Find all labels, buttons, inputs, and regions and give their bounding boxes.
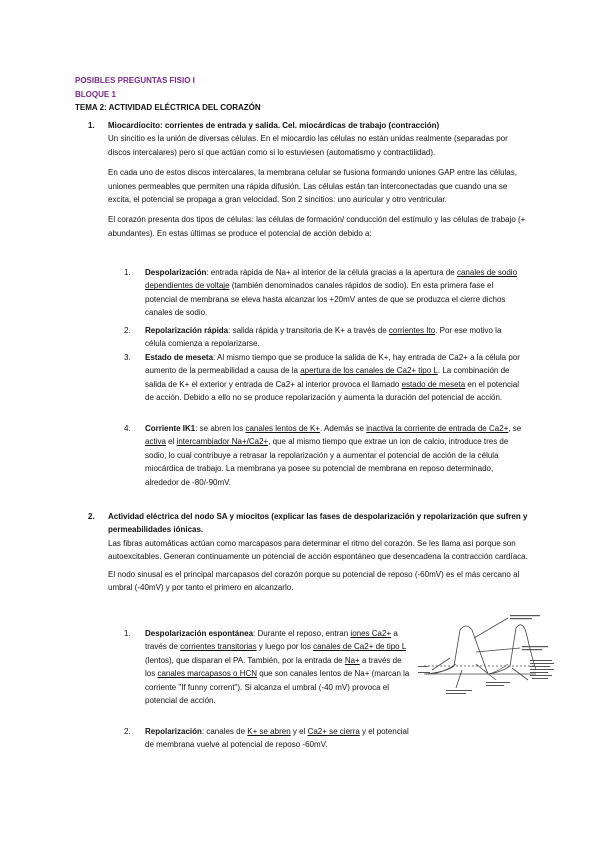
q1-item-number: 3. [124,353,131,362]
q1-item: Repolarización rápida: salida rápida y transitoria de K+ a través de corrientes Ito. Por ese motivo la célula comienza a repolarizarse. [145,326,502,349]
q2-item: Repolarización: canales de K+ se abren y el Ca2+ se cierra y el potencial de membrana vuelve al potencial de reposo -60mV. [145,727,409,750]
q1-title: Miocardiocito: corrientes de entrada y salida. Cel. miocárdicas de trabajo (contracción) [108,121,440,130]
q1-body [108,119,532,240]
q2-paragraph: Las fibras automáticas actúan como marcapasos para determinar el ritmo del corazón. Se les llama así porque son autoexcitables. Generan continuamente un potencial de acción espontáneo que desencadena la contracción cardíaca. [108,538,528,562]
q1-item: Despolarización: entrada rápida de Na+ al interior de la célula gracias a la apertura de canales de sodio dependientes de voltaje (también denominados canales rápidos de sodio). En esta primera fase el potencial de membrana se eleva hasta alcanzar los +20mV antes de que se produzca el cierre dichos canales de sodio. [145,268,518,318]
doc-title: POSIBLES PREGUNTAS FISIO I [75,76,195,85]
block-heading: BLOQUE 1 [75,90,116,99]
action-potential-diagram-icon [416,608,556,704]
q2-item-number: 2. [124,727,131,736]
q2-body [108,510,532,594]
q1-item-number: 4. [124,424,131,433]
q2-item: Despolarización espontánea: Durante el reposo, entran iones Ca2+ a través de corrientes transitorias y luego por los canales de Ca2+ de tipo L (lentos), que disparan el PA. También, por la entrada de Na+ a través de los canales marcapasos o HCN que son canales lentos de Na+ (marcan la corriente "If funny corrent"). Si alcanza el umbral (-40 mV) provoca el potencial de acción. [145,629,410,706]
q2-paragraph: El nodo sinusal es el principal marcapasos del corazón porque su potencial de reposo (-60mV) es el más cercano al umbral (-40mV) y por tanto el primero en alcanzarlo. [108,569,520,593]
q1-paragraph: En cada uno de estos discos intercalares, la membrana celular se fusiona formando uniones GAP entre las células, uniones permeables que permiten una rápida difusión. Las células están tan interconectadas que cuando una se excita, el potencial se propaga a gran velocidad. Son 2 sincitios: uno auricular y otro ventricular. [108,168,517,205]
topic-heading: TEMA 2: ACTIVIDAD ELÉCTRICA DEL CORAZÓN [75,103,261,112]
q1-paragraph: Un sincitio es la unión de diversas células. En el miocardio las células no están unidas realmente (separadas por discos intercalares) pero sí que actúan como si lo estuviesen (automatismo y contractilidad). [108,134,508,157]
q2-title: Actividad eléctrica del nodo SA y miocitos (explicar las fases de despolarización y repolarización que sufren y permeabilidades iónicas. [108,512,528,535]
diagram-sketch [416,608,556,704]
q2-number: 2. [88,512,95,521]
q1-number: 1. [88,121,95,130]
q1-item: Estado de meseta: Al mismo tiempo que se produce la salida de K+, hay entrada de Ca2+ a la célula por aumento de la permeabilidad a causa de la apertura de los canales de Ca2+ tipo L. La combinación de salida de K+ el exterior y entrada de Ca2+ al interior provoca el llamado estado de meseta en el potencial de acción. Debido a ello no se produce repolarización y aumenta la duración del potencial de acción. [145,353,520,403]
q1-paragraph: El corazón presenta dos tipos de células: las células de formación/ conducción del estímulo y las células de trabajo (+ abundantes). En estas últimas se produce el potencial de acción debido a: [108,215,526,238]
q1-item-number: 1. [124,268,131,277]
q2-item-number: 1. [124,629,131,638]
q1-item-number: 2. [124,326,131,335]
q1-item: Corriente IK1: se abren los canales lentos de K+. Además se inactiva la corriente de entrada de Ca2+, se activa el intercambiador Na+/Ca2+, que al mismo tiempo que extrae un ion de calcio, introduce tres de sodio, lo cual contribuye a retrasar la repolarización y a aumentar el potencial de acción de la célula miocárdica de trabajo. La membrana ya posee su potencial de membrana en reposo determinado, alrededor de -80/-90mV. [145,424,522,487]
